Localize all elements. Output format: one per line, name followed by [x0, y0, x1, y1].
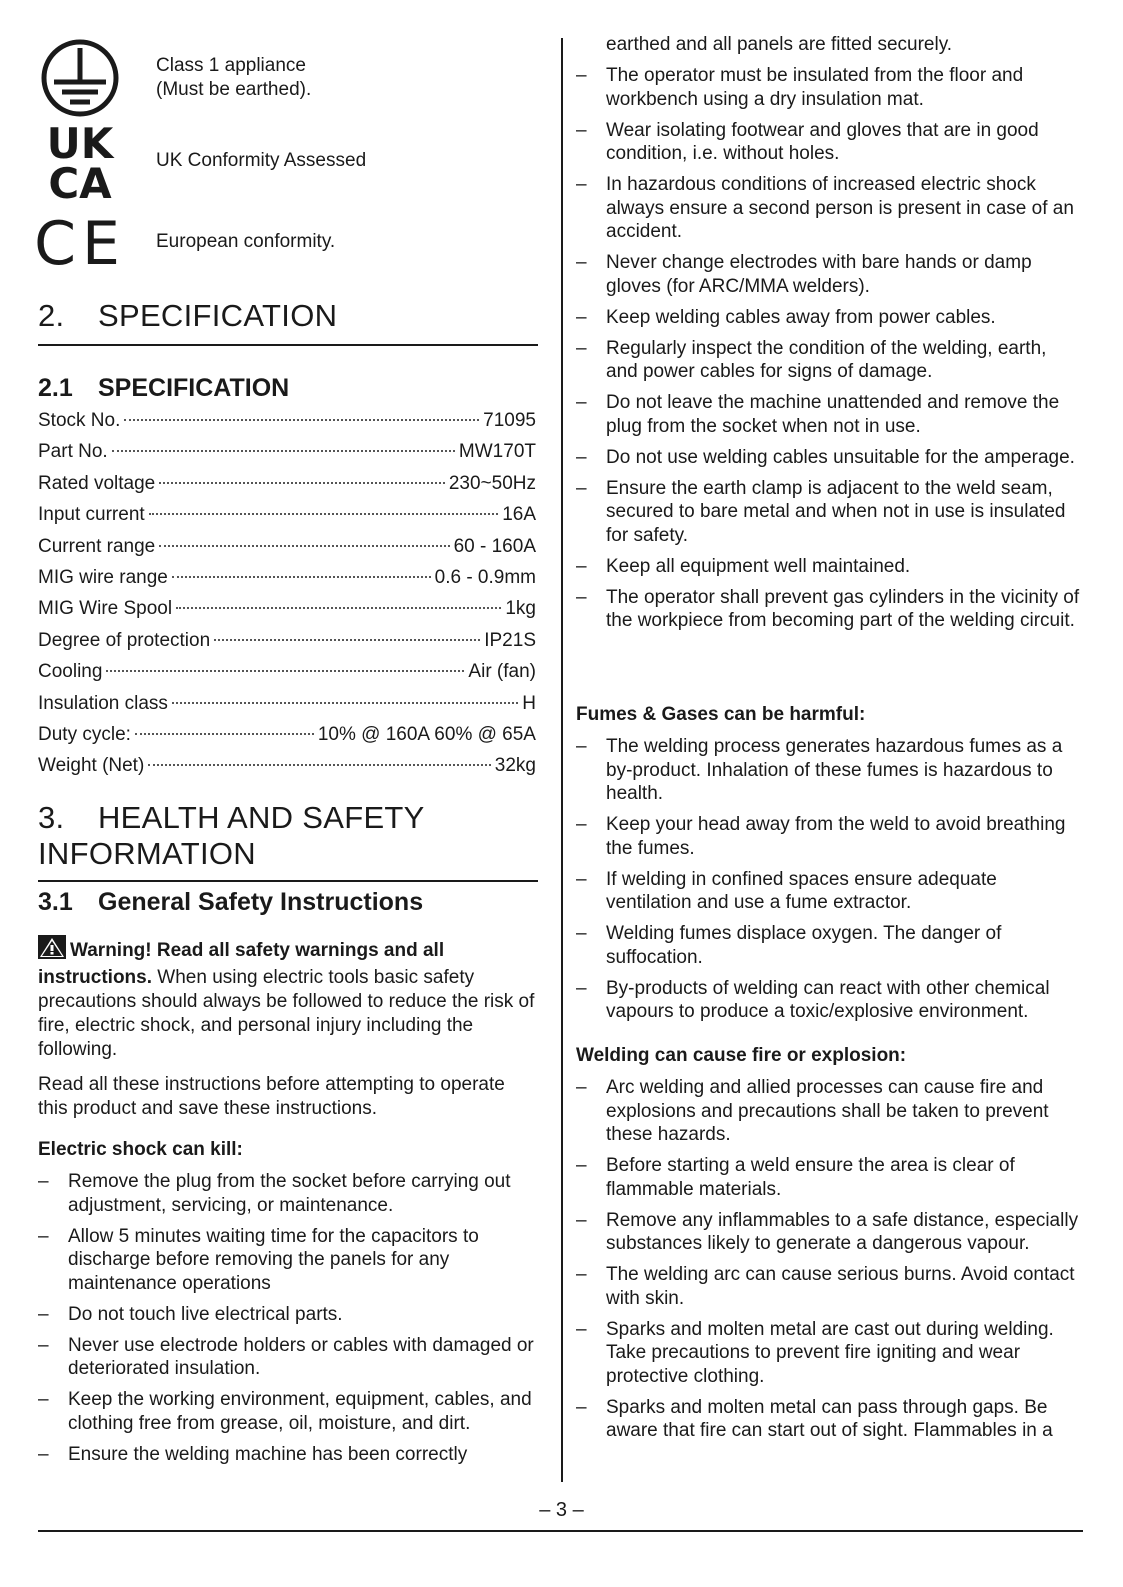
spec-row: Rated voltage 230~50Hz	[38, 472, 536, 494]
list-item: – Keep all equipment well maintained.	[576, 555, 1081, 579]
list-item: – Never change electrodes with bare hands or damp gloves (for ARC/MMA welders).	[576, 251, 1081, 298]
list-item: – Keep welding cables away from power cables.	[576, 306, 1081, 330]
list-item: – Arc welding and allied processes can cause fire and explosions and precautions shall be taken to prevent these hazards.	[576, 1076, 1081, 1147]
list-item: – The welding arc can cause serious burns. Avoid contact with skin.	[576, 1263, 1081, 1310]
spec-row: MIG Wire Spool 1kg	[38, 598, 536, 620]
list-item: – In hazardous conditions of increased electric shock always ensure a second person is present in case of an accident.	[576, 173, 1081, 244]
section-3-1-heading: 3.1 General Safety Instructions	[38, 888, 424, 916]
footer-rule	[38, 1530, 1083, 1532]
spec-row: Cooling Air (fan)	[38, 661, 536, 683]
page-number: – 3 –	[539, 1499, 584, 1521]
list-item: – The operator must be insulated from the floor and workbench using a dry insulation mat.	[576, 64, 1081, 111]
list-item: – Regularly inspect the condition of the welding, earth, and power cables for signs of damage.	[576, 337, 1081, 384]
list-item: – Remove the plug from the socket before carrying out adjustment, servicing, or maintenance.	[38, 1170, 538, 1217]
list-item: – Allow 5 minutes waiting time for the capacitors to discharge before removing the panels for any maintenance operations	[38, 1225, 538, 1296]
warning-triangle-icon	[38, 935, 66, 966]
spec-row: Weight (Net) 32kg	[38, 755, 536, 777]
list-item: – Ensure the welding machine has been correctly	[38, 1443, 538, 1467]
read-instructions-paragraph: Read all these instructions before attempting to operate this product and save these instructions.	[38, 1074, 505, 1119]
class1-mark	[38, 38, 311, 118]
list-item: – Remove any inflammables to a safe distance, especially substances likely to generate a dangerous vapour.	[576, 1209, 1081, 1256]
list-item: – Do not leave the machine unattended and remove the plug from the socket when not in use.	[576, 391, 1081, 438]
column-divider	[561, 38, 563, 1482]
list-item: – By-products of welding can react with other chemical vapours to produce a toxic/explosive environment.	[576, 977, 1081, 1024]
earth-symbol-icon	[38, 38, 122, 118]
list-item: – Sparks and molten metal are cast out during welding. Take precautions to prevent fire igniting and wear protective clothing.	[576, 1318, 1081, 1389]
list-item: – The welding process generates hazardous fumes as a by-product. Inhalation of these fumes is hazardous to health.	[576, 735, 1081, 806]
list-item: – The operator shall prevent gas cylinders in the vicinity of the workpiece from becoming part of the welding circuit.	[576, 586, 1081, 633]
ce-logo-icon	[34, 209, 126, 279]
electric-shock-list	[38, 1170, 538, 1474]
section-3-heading: 3. HEALTH AND SAFETY INFORMATION	[38, 800, 425, 871]
class1-text: Class 1 appliance (Must be earthed).	[156, 55, 312, 100]
spec-row: Duty cycle: 10% @ 160A 60% @ 65A	[38, 723, 536, 745]
list-item: – Welding fumes displace oxygen. The danger of suffocation.	[576, 922, 1081, 969]
fumes-list	[576, 735, 1081, 1031]
list-item: – Wear isolating footwear and gloves that are in good condition, i.e. without holes.	[576, 119, 1081, 166]
section-2-rule	[38, 344, 538, 346]
list-item: – Do not touch live electrical parts.	[38, 1303, 538, 1327]
spec-row: MIG wire range 0.6 - 0.9mm	[38, 566, 536, 588]
ce-mark	[34, 209, 336, 279]
spec-row: Stock No. 71095	[38, 410, 536, 431]
ukca-text: UK Conformity Assessed	[156, 150, 367, 171]
fire-list	[576, 1076, 1081, 1450]
svg-text:UK: UK	[46, 119, 114, 168]
electric-shock-list-continued	[576, 33, 1081, 640]
svg-text:CE: CE	[34, 209, 126, 279]
ukca-logo-icon	[38, 119, 122, 208]
electric-shock-heading: Electric shock can kill:	[38, 1139, 243, 1160]
ukca-mark	[38, 119, 367, 208]
list-item: – Ensure the earth clamp is adjacent to the weld seam, secured to bare metal and when not in use is insulated for safety.	[576, 477, 1081, 548]
list-item: – Before starting a weld ensure the area is clear of flammable materials.	[576, 1154, 1081, 1201]
section-3-rule	[38, 880, 538, 882]
list-item: – Keep the working environment, equipment, cables, and clothing free from grease, oil, moisture, and dirt.	[38, 1388, 538, 1435]
list-item: – Do not use welding cables unsuitable for the amperage.	[576, 446, 1081, 470]
list-item-continuation: earthed and all panels are fitted securely.	[606, 34, 953, 55]
list-item: – If welding in confined spaces ensure adequate ventilation and use a fume extractor.	[576, 868, 1081, 915]
list-item: – Never use electrode holders or cables with damaged or deteriorated insulation.	[38, 1334, 538, 1381]
fumes-heading: Fumes & Gases can be harmful:	[576, 704, 866, 725]
spec-row: Current range 60 - 160A	[38, 535, 536, 557]
spec-row: Insulation class H	[38, 692, 536, 714]
section-2-1-heading: 2.1 SPECIFICATION	[38, 374, 290, 402]
ce-text: European conformity.	[156, 231, 336, 252]
list-item: – Keep your head away from the weld to avoid breathing the fumes.	[576, 813, 1081, 860]
spec-row: Part No. MW170T	[38, 441, 536, 463]
warning-paragraph: Warning! Read all safety warnings and all instructions. When using electric tools basic safety precautions should always be followed to reduce the risk of fire, electric shock, and personal injury including the following.	[38, 935, 538, 1062]
fire-heading: Welding can cause fire or explosion:	[576, 1045, 907, 1066]
spec-list	[38, 410, 536, 787]
svg-text:CA: CA	[48, 159, 112, 208]
section-2-heading: 2. SPECIFICATION	[38, 298, 338, 333]
spec-row: Input current 16A	[38, 504, 536, 526]
spec-row: Degree of protection IP21S	[38, 629, 536, 651]
list-item: – Sparks and molten metal can pass through gaps. Be aware that fire can start out of sight. Flammables in a	[576, 1396, 1081, 1443]
